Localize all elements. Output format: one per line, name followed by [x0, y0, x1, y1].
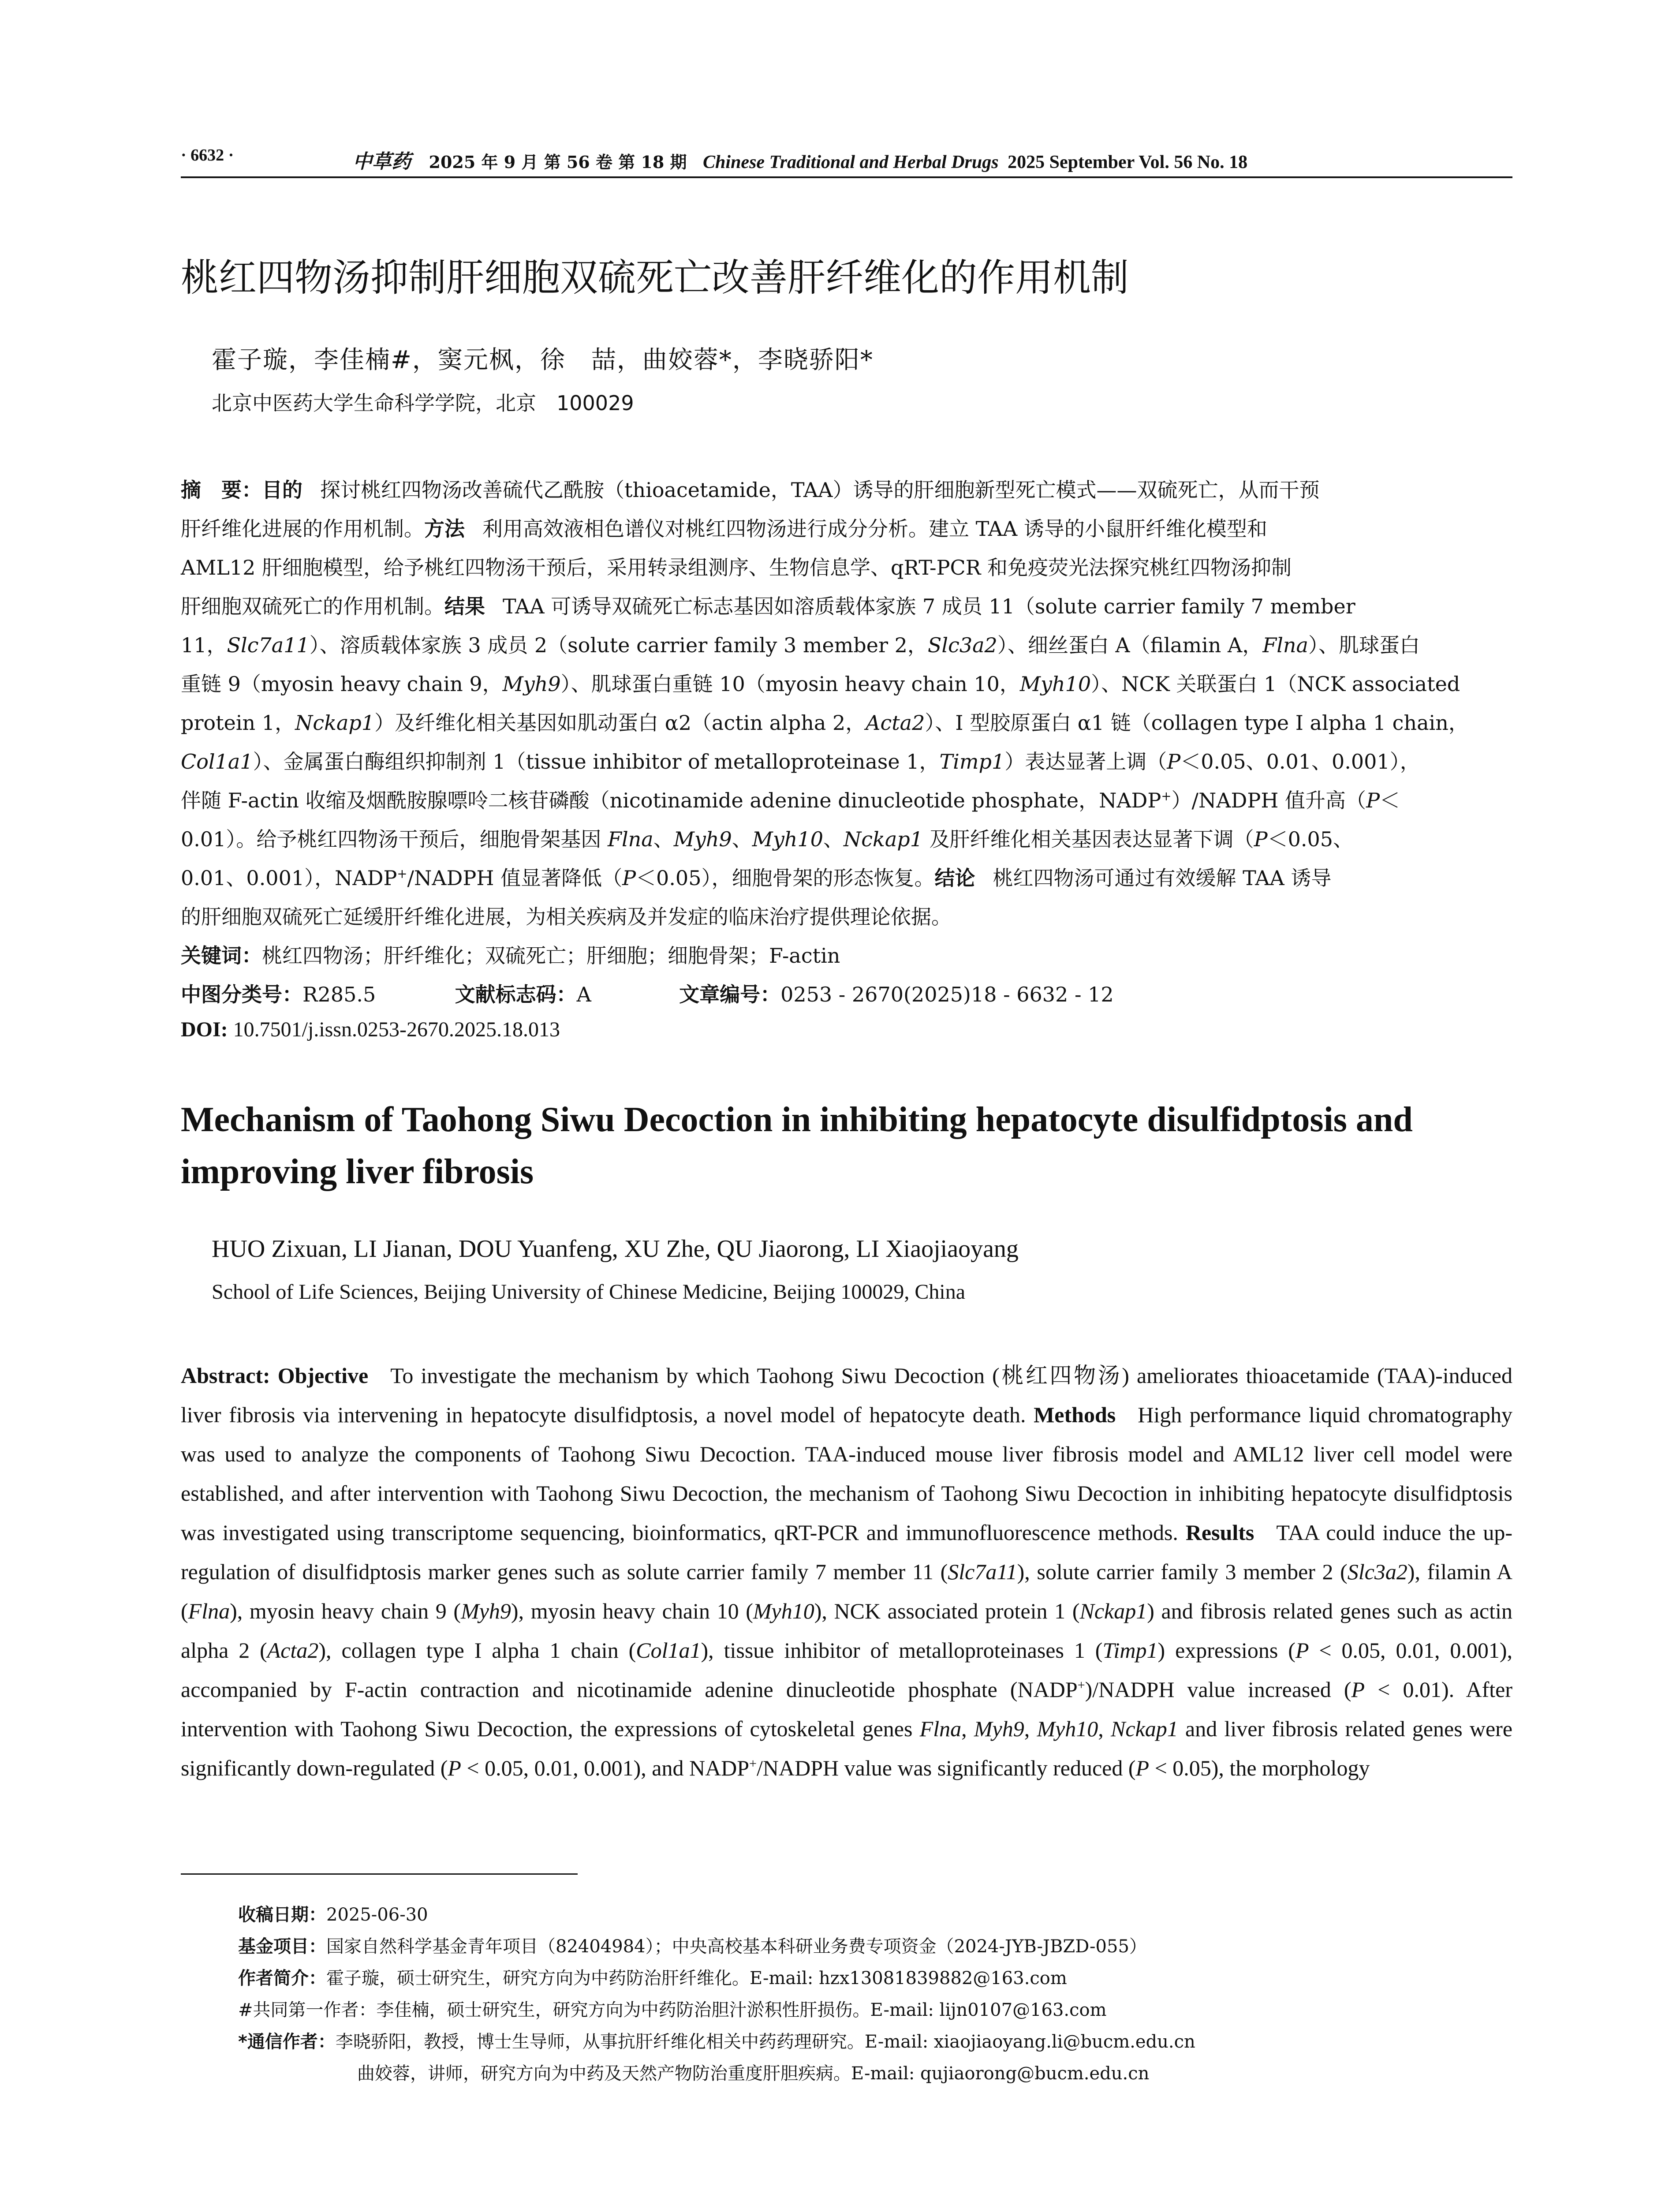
results-text: , [1024, 1716, 1037, 1741]
abstract-cn-line-7 [181, 707, 1469, 736]
abstract-cn-line-9 [181, 785, 1400, 814]
abstract-text: 肝细胞双硫死亡的作用机制。 [181, 594, 444, 618]
doc-code-value: A [576, 983, 591, 1006]
footnote-corresponding-2 [357, 2059, 1149, 2085]
p-value-symbol: P [622, 866, 636, 890]
title-en: Mechanism of Taohong Siwu Decoction in inhibiting hepatocyte disulfidptosis and improving liver fibrosis [181, 1100, 1413, 1191]
gene-name: Myh10 [752, 827, 823, 851]
abstract-text: 、 [823, 827, 844, 851]
abstract-cn-line-1 [181, 474, 1319, 503]
gene-name: Acta2 [267, 1638, 319, 1663]
issue-en: 2025 September Vol. 56 No. 18 [1008, 152, 1248, 172]
keywords-text: 桃红四物汤；肝纤维化；双硫死亡；肝细胞；细胞骨架；F-actin [262, 944, 840, 968]
footnote-text: 曲姣蓉，讲师，研究方向为中药及天然产物防治重度肝胆疾病。E-mail: qujiaorong@bucm.edu.cn [357, 2063, 1150, 2084]
methods-label-en: Methods [1034, 1402, 1116, 1427]
authors-en: HUO Zixuan, LI Jianan, DOU Yuanfeng, XU Zhe, QU Jiaorong, LI Xiaojiaoyang [212, 1235, 1019, 1263]
clc-label: 中图分类号： [181, 983, 302, 1006]
p-value-symbol: P [1167, 750, 1181, 774]
abstract-text: 伴随 F-actin 收缩及烟酰胺腺嘌呤二核苷磷酸（nicotinamide adenine dinucleotide phosphate，NADP [181, 789, 1161, 812]
results-text: TAA could induce the up-regulation of disulfidptosis marker genes such as solute carrier family 7 member 11 ( [181, 1520, 1513, 1584]
issue-date-cn: 2025 年 9 月 第 56 卷 第 18 期 [429, 152, 687, 172]
footnote-text: #共同第一作者：李佳楠，硕士研究生，研究方向为中药防治胆汁淤积性肝损伤。E-mail: lijn0107@163.com [238, 2000, 1107, 2020]
abstract-text: 重链 9（myosin heavy chain 9， [181, 672, 503, 696]
results-text: ), filamin A ( [181, 1559, 1512, 1623]
superscript: + [1077, 1678, 1085, 1693]
p-value-symbol: P [1295, 1638, 1309, 1663]
abstract-text: /NADPH 值显著降低（ [407, 866, 623, 890]
results-text: < 0.05), the morphology [1149, 1756, 1370, 1780]
results-text: < 0.05, 0.01, 0.001), and NADP [461, 1756, 750, 1780]
abstract-text: ）、肌球蛋白 [1308, 633, 1420, 657]
affiliation-cn: 北京中医药大学生命科学学院，北京 100029 [212, 391, 634, 415]
abstract-text: ）/NADPH 值升高（ [1171, 789, 1366, 812]
abstract-text: ）、金属蛋白酶组织抑制剂 1（tissue inhibitor of metalloproteinase 1， [253, 750, 940, 774]
results-text: < 0.01). After intervention with Taohong Siwu Decoction, the expressions of cytoskeletal genes [181, 1677, 1512, 1741]
doc-code-label: 文献标志码： [455, 983, 577, 1006]
footnote-received [238, 1901, 428, 1926]
results-text: )/NADPH value increased ( [1085, 1677, 1351, 1702]
abstract-cn-line-3 [181, 552, 1292, 581]
journal-name-en: Chinese Traditional and Herbal Drugs [703, 152, 999, 172]
abstract-text: ）表达显著上调（ [1004, 750, 1167, 774]
gene-name: Flna [919, 1716, 962, 1741]
results-text: ), solute carrier family 3 member 2 ( [1017, 1559, 1348, 1584]
results-text: ), collagen type I alpha 1 chain ( [318, 1638, 636, 1663]
p-value-symbol: P [1135, 1756, 1150, 1780]
page-number: · 6632 · [181, 146, 234, 164]
abstract-text: ＜0.05），细胞骨架的形态恢复。 [636, 866, 935, 890]
footnote-text: 李晓骄阳，教授，博士生导师，从事抗肝纤维化相关中药药理研究。E-mail: xiaojiaoyang.li@bucm.edu.cn [335, 2032, 1195, 2052]
article-no-value: 0253 - 2670(2025)18 - 6632 - 12 [780, 983, 1114, 1006]
abstract-text: 11， [181, 633, 227, 657]
abstract-label-en: Abstract: Objective [181, 1363, 369, 1388]
footnote-label: *通信作者： [238, 2032, 336, 2052]
superscript: + [397, 866, 407, 881]
abstract-cn-line-4 [181, 590, 1355, 620]
abstract-text: AML12 肝细胞模型，给予桃红四物汤干预后，采用转录组测序、生物信息学、qRT-PCR 和免疫荧光法探究桃红四物汤抑制 [181, 556, 1292, 579]
abstract-cn-line-5 [181, 629, 1420, 658]
results-text: ), NCK associated protein 1 ( [814, 1599, 1080, 1623]
gene-name: Acta2 [866, 711, 925, 735]
classification-line [181, 979, 1114, 1008]
doi-line [181, 1017, 560, 1042]
methods-label-cn: 方法 [424, 517, 465, 541]
abstract-text: 桃红四物汤可通过有效缓解 TAA 诱导 [993, 866, 1332, 890]
keywords-label: 关键词： [181, 944, 262, 968]
superscript: + [749, 1756, 757, 1771]
gene-name: Nckap1 [295, 711, 375, 735]
journal-header [353, 146, 1247, 174]
gene-name: Col1a1 [636, 1638, 701, 1663]
abstract-text: 及肝纤维化相关基因表达显著下调（ [923, 827, 1254, 851]
doi-value[interactable]: 10.7501/j.issn.0253-2670.2025.18.013 [233, 1018, 560, 1041]
running-header [181, 146, 1512, 176]
authors-cn: 霍子璇，李佳楠#，窦元枫，徐 喆，曲姣蓉*，李晓骄阳* [212, 346, 874, 374]
abstract-cn-line-2 [181, 513, 1267, 542]
objective-text: To investigate the mechanism by which Taohong Siwu Decoction (桃红四物汤) ameliorates thioacetamide (TAA)-induced liver fibrosis via intervening in hepatocyte disulfidptosis, a novel model of hepatocyte death. [181, 1363, 1512, 1427]
gene-name: Timp1 [1102, 1638, 1158, 1663]
gene-name: Flna [608, 827, 653, 851]
title-cn: 桃红四物汤抑制肝细胞双硫死亡改善肝纤维化的作用机制 [181, 256, 1129, 300]
gene-name: Nckap1 [843, 827, 923, 851]
gene-name: Nckap1 [1111, 1716, 1178, 1741]
gene-name: Flna [188, 1599, 230, 1623]
abstract-label-cn: 摘 要：目的 [181, 478, 302, 502]
footnote-label: 作者简介： [238, 1968, 326, 1988]
abstract-text: ＜0.05、0.01、0.001）， [1180, 750, 1420, 774]
abstract-text: ＜0.05、 [1267, 827, 1353, 851]
abstract-cn-line-6 [181, 668, 1460, 697]
abstract-cn-line-12 [181, 901, 952, 930]
abstract-cn-line-10 [181, 823, 1353, 852]
p-value-symbol: P [448, 1756, 461, 1780]
gene-name: Slc3a2 [1347, 1559, 1407, 1584]
methods-text: High performance liquid chromatography was used to analyze the components of Taohong Siwu Decoction. TAA-induced mouse liver fibrosis model and AML12 liver cell model were established, and after intervention with Taohong Siwu Decoction, the mechanism of Taohong Siwu Decoction in inhibiting hepatocyte disulfidptosis was investigated using transcriptome sequencing, bioinformatics, qRT-PCR and immunofluorescence methods. [181, 1402, 1513, 1545]
footnote-label: 基金项目： [238, 1936, 326, 1957]
clc-value: R285.5 [302, 983, 376, 1006]
journal-name-cn: 中草药 [353, 150, 411, 173]
p-value-symbol: P [1254, 827, 1268, 851]
abstract-en [181, 1356, 1512, 1788]
gene-name: Myh9 [461, 1599, 511, 1623]
abstract-text: TAA 可诱导双硫死亡标志基因如溶质载体家族 7 成员 11（solute carrier family 7 member [503, 594, 1355, 618]
footnote-text: 国家自然科学基金青年项目（82404984）；中央高校基本科研业务费专项资金（2024-JYB-JBZD-055） [326, 1936, 1147, 1957]
results-text: , [1098, 1716, 1111, 1741]
gene-name: Slc7a11 [948, 1559, 1017, 1584]
gene-name: Myh9 [974, 1716, 1024, 1741]
affiliation-en: School of Life Sciences, Beijing University of Chinese Medicine, Beijing 100029, China [212, 1280, 966, 1304]
superscript: + [1161, 789, 1172, 804]
p-value-symbol: P [1366, 789, 1380, 812]
article-no-label: 文章编号： [679, 983, 781, 1006]
footnote-cofirst [238, 1996, 1107, 2021]
conclusion-label-cn: 结论 [934, 866, 975, 890]
gene-name: Timp1 [939, 750, 1005, 774]
gene-name: Myh10 [753, 1599, 814, 1623]
footnote-text: 霍子璇，硕士研究生，研究方向为中药防治肝纤维化。E-mail: hzx13081839882@163.com [326, 1968, 1067, 1988]
results-label-cn: 结果 [444, 594, 485, 618]
gene-name: Myh9 [673, 827, 732, 851]
abstract-text: 0.01、0.001），NADP [181, 866, 397, 890]
abstract-text: ）、I 型胶原蛋白 α1 链（collagen type I alpha 1 chain， [925, 711, 1469, 735]
gene-name: Col1a1 [181, 750, 253, 774]
results-text: ), tissue inhibitor of metalloproteinases 1 ( [701, 1638, 1103, 1663]
keywords-cn [181, 940, 840, 969]
doi-label: DOI: [181, 1018, 228, 1041]
abstract-text: 肝纤维化进展的作用机制。 [181, 517, 424, 541]
results-text: ) and fibrosis related genes such as actin alpha 2 ( [181, 1599, 1512, 1663]
results-text: ), myosin heavy chain 10 ( [511, 1599, 753, 1623]
results-text: < 0.05, 0.01, 0.001), accompanied by F-actin contraction and nicotinamide adenine dinucleotide phosphate (NADP [181, 1638, 1513, 1702]
gene-name: Myh9 [502, 672, 561, 696]
abstract-text: 的肝细胞双硫死亡延缓肝纤维化进展，为相关疾病及并发症的临床治疗提供理论依据。 [181, 905, 952, 929]
gene-name: Nckap1 [1079, 1599, 1147, 1623]
results-text: and liver fibrosis related genes were significantly down-regulated ( [181, 1716, 1513, 1780]
results-label-en: Results [1185, 1520, 1254, 1545]
footnote-author [238, 1964, 1067, 1989]
abstract-text: ＜ [1380, 789, 1400, 812]
gene-name: Myh10 [1019, 672, 1091, 696]
gene-name: Myh10 [1037, 1716, 1098, 1741]
abstract-text: 、 [653, 827, 674, 851]
abstract-text: 0.01）。给予桃红四物汤干预后，细胞骨架基因 [181, 827, 608, 851]
abstract-text: ）、溶质载体家族 3 成员 2（solute carrier family 3 member 2， [309, 633, 928, 657]
abstract-text: ）、细丝蛋白 A（filamin A， [997, 633, 1263, 657]
abstract-cn-line-8 [181, 746, 1420, 775]
results-text: ) expressions ( [1157, 1638, 1295, 1663]
header-rule [181, 176, 1512, 178]
gene-name: Flna [1262, 633, 1308, 657]
abstract-text: 探讨桃红四物汤改善硫代乙酰胺（thioacetamide，TAA）诱导的肝细胞新型死亡模式——双硫死亡，从而干预 [320, 478, 1320, 502]
abstract-text: ）、肌球蛋白重链 10（myosin heavy chain 10， [560, 672, 1020, 696]
abstract-text: ）、NCK 关联蛋白 1（NCK associated [1091, 672, 1460, 696]
gene-name: Slc3a2 [927, 633, 997, 657]
abstract-text: 利用高效液相色谱仪对桃红四物汤进行成分分析。建立 TAA 诱导的小鼠肝纤维化模型和 [482, 517, 1267, 541]
footnote-rule [181, 1873, 578, 1875]
results-text: ), myosin heavy chain 9 ( [230, 1599, 461, 1623]
footnote-text: 2025-06-30 [326, 1905, 428, 1925]
footnote-label: 收稿日期： [238, 1905, 326, 1925]
p-value-symbol: P [1351, 1677, 1365, 1702]
abstract-cn-line-11 [181, 862, 1331, 891]
footnote-corresponding [238, 2028, 1195, 2053]
abstract-text: protein 1， [181, 711, 295, 735]
abstract-text: ）及纤维化相关基因如肌动蛋白 α2（actin alpha 2， [374, 711, 866, 735]
footnote-fund [238, 1932, 1147, 1958]
gene-name: Slc7a11 [227, 633, 310, 657]
results-text: , [961, 1716, 974, 1741]
results-text: /NADPH value was significantly reduced ( [757, 1756, 1136, 1780]
abstract-text: 、 [732, 827, 752, 851]
